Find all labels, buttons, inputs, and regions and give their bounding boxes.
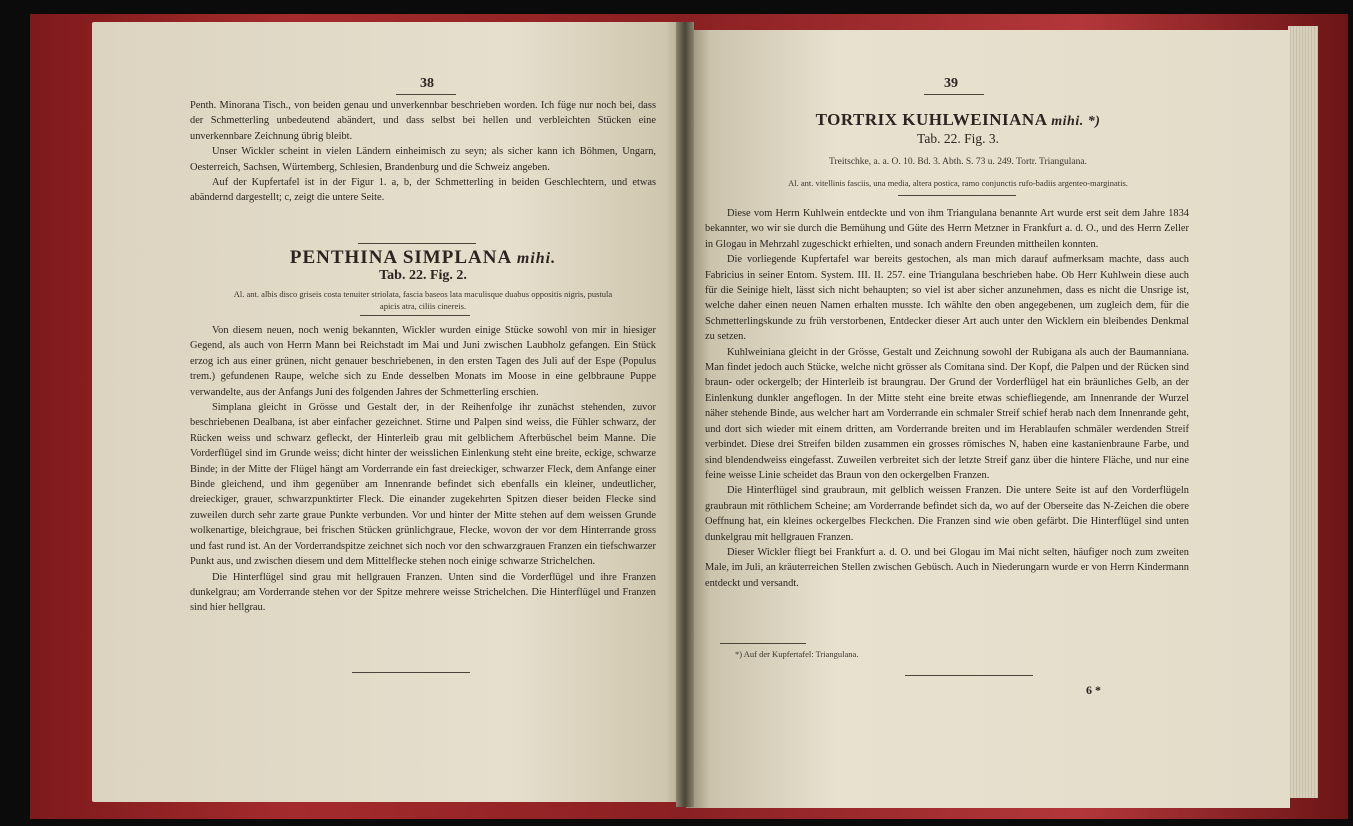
left-intro-paragraph: Penth. Minorana Tisch., von beiden genau und unverkennbar beschrieben worden. Ich füge nur noch bei, dass der Schmetterling unbedeutend abändert, und dass selbst bei hellen und verbleichten Stücken eine unverkennbare Zeichnung übrig bleibt.: [190, 100, 656, 142]
right-reference-line: Treitschke, a. a. O. 10. Bd. 3. Abth. S. 73 u. 249. Tortr. Triangulana.: [829, 157, 1087, 167]
right-body-paragraph: Dieser Wickler fliegt bei Frankfurt a. d. O. und bei Glogau im Mai nicht selten, häufiger noch zum zweiten Male, im Juli, an kräuterreichen Stellen zwischen Gebüsch. Auch in Niederungarn wurde er von Herrn Kindermann entdeckt und versandt.: [705, 546, 1189, 589]
left-intro-paragraph: Unser Wickler scheint in vielen Ländern einheimisch zu seyn; als sicher kann ich Böhmen, Ungarn, Oesterreich, Sachsen, Würtemberg, Schlesien, Brandenburg und die Schweiz angeben.: [190, 146, 656, 173]
right-diagnosis: Al. ant. vitellinis fasciis, una media, altera postica, ramo conjunctis rufo-badiis argenteo-marginatis.: [788, 178, 1128, 188]
signature-mark: 6 *: [1086, 683, 1101, 697]
right-species-title: [716, 110, 1200, 130]
footnote-rule: [720, 643, 806, 644]
right-diagnosis-rule: [898, 195, 1016, 196]
right-body-text: [705, 206, 1189, 591]
left-body-paragraph: Von diesem neuen, noch wenig bekannten, Wickler wurden einige Stücke sowohl von mir in hiesiger Gegend, als auch von Herrn Mann bei Reichstadt im Mai und Juni zwischen Laubholz gefangen. Ein Stück erzog ich aus einer grünen, nicht genauer beschriebenen, in den ersten Tagen des Juli auf der Espe (Populus trem.) gefundenen Raupe, welche sich zu Ende desselben Monats im Moose in eine gelbbraune Puppe verwandelte, aus der Anfangs Juni des folgenden Jahres der Schmetterling erschien.: [190, 325, 656, 398]
left-end-rule: [352, 672, 470, 673]
left-body-paragraph: Simplana gleicht in Grösse und Gestalt der, in der Reihenfolge ihr zunächst stehenden, zuvor beschriebenen Dealbana, ist aber einfacher gezeichnet. Stirne und Palpen sind weiss, die Fühler schwarz, der Rücken weiss und schwarz gefleckt, der Hinterleib grau mit gelblichem Afterbüschel beim Manne. Die Vorderflügel sind im Grunde weiss; dicht hinter der weisslichen Einlenkung steht eine breite, eckige, schwarze Binde; in der Mitte der Flügel hängt am Vorderrande ein fast dreieckiger, schwarzer Fleck, dem Anfange einer Binde gleichend, und ihm gegenüber am Innenrande befindet sich ebenfalls ein kleiner, undeutlicher, dreieckiger, grauer, schwarzpunktirter Fleck. Die einander zugekehrten Spitzen dieser beiden Flecke sind zuweilen durch sehr zarte graue Punkte verbunden. Vor und hinter der Mitte stehen auf dem weissen Grunde wolkenartige, bleichgraue, bei frischen Stücken grünlichgraue, Flecke, wovon der vor dem Hinterrande gross und fast rund ist. An der Vorderrandspitze zeichnet sich noch vor den schwarzgrauen Franzen ein tiefschwarzer Punkt aus, und zwischen diesem und dem Mittelflecke stehen noch einige schwarze Strichelchen.: [190, 402, 656, 568]
left-page-number: 38: [420, 76, 434, 91]
left-section-rule: [358, 243, 476, 244]
right-body-paragraph: Die vorliegende Kupfertafel war bereits gestochen, als man mich darauf aufmerksam machte, dass auch Fabricius in seiner Entom. System. III. II. 257. eine Triangulana beschrieben habe. Ob Herr Kuhlwein diese auch für die Seinige hielt, lässt sich nicht behaupten; so viel ist aber sicher anzunehmen, dass es nicht die Unsrige ist, welche daher einen neuen Namen erhalten musste. Ich wählte den oben angegebenen, um zugleich dem, für die Schmetterlingskunde zu früh verstorbenen, Entdecker dieser Art auch unter den Wicklern ein bleibendes Denkmal zu setzen.: [705, 254, 1189, 343]
left-title-author: mihi.: [516, 250, 557, 267]
page-edges: [1288, 26, 1318, 798]
left-body-paragraph: Die Hinterflügel sind grau mit hellgrauen Franzen. Unten sind die Vorderflügel und ihre Franzen dunkelgrau; am Vorderrande stehen vor der Spitze mehrere weisse Strichelchen. Die Hinterflügel und Franzen sind hier hellgrau.: [190, 571, 656, 614]
right-title-name: TORTRIX KUHLWEINIANA: [815, 110, 1047, 129]
right-title-author: mihi. *): [1051, 114, 1101, 129]
book-gutter: [676, 22, 694, 807]
right-body-paragraph: Die Hinterflügel sind graubraun, mit gelblich weissen Franzen. Die untere Seite ist auf den Vorderflügeln graubraun mit röthlichem Scheine; am Vorderrande befindet sich da, wo auf der Oberseite das N-Zeichen die obere Oeffnung hat, ein kleines ockergelbes Fleckchen. Die Franzen sind wie oben gefärbt. Die Hinterflügel sind unten dunkelgrau mit hellgrauen Franzen.: [705, 485, 1189, 543]
left-species-title: [190, 247, 656, 269]
right-body-paragraph: Kuhlweiniana gleicht in der Grösse, Gestalt und Zeichnung sowohl der Rubigana als auch der Baumanniana. Man findet jedoch auch Stücke, welche nicht grösser als Comitana sind. Der Kopf, die Palpen und der Rücken sind braun- oder ockergelb; der Hinterleib ist braungrau. Der Grund der Vorderflügel hat ein bräunliches Gelb, an der Einlenkung dunkler angeflogen. In der Mitte steht eine breite etwas schiefliegende, am Innenrande der Wurzel näher stehende Binde, aus welcher hart am Vorderrande ein schmaler Streif schief herab nach dem Innenrande geht, und dort sich wieder mit einem dritten, am Vorderrande breiten und im Herablaufen schmäler werdenden Streif verbindet. Diese drei Streifen bilden zusammen ein grosses römisches N, haben eine kastanienbraune Farbe, und sind blendendweiss eingefasst. Zuweilen verbreitet sich der letzte Streif ganz über die hintere Fläche, und nur eine feine weisse Linie scheidet das Braun von den ockergelben Franzen.: [705, 346, 1189, 481]
left-diagnosis-rule: [360, 315, 470, 316]
left-intro-paragraph: Auf der Kupfertafel ist in der Figur 1. a, b, der Schmetterling in beiden Geschlechtern, und etwas abändernd dargestellt; c, zeigt die untere Seite.: [190, 177, 656, 204]
footnote: *) Auf der Kupfertafel: Triangulana.: [735, 649, 859, 659]
left-body-text: [190, 323, 656, 616]
right-page-number: 39: [944, 76, 958, 91]
left-title-name: PENTHINA SIMPLANA: [289, 247, 512, 268]
right-body-paragraph: Diese vom Herrn Kuhlwein entdeckte und von ihm Triangulana benannte Art wurde erst seit dem Jahre 1834 bekannter, wo wir sie durch die Bemühung und Güte des Herrn Metzner in Frankfurt a. d. O., und des Herrn Zeller in Glogau in Mehrzahl zugeschickt erhielten, und sonach andern Freunden mittheilen konnten.: [705, 208, 1189, 250]
right-end-rule: [905, 675, 1033, 676]
left-number-rule: [396, 94, 456, 95]
right-plate-reference: Tab. 22. Fig. 3.: [917, 131, 999, 146]
left-intro-text: [190, 98, 656, 206]
right-number-rule: [924, 94, 984, 95]
left-diagnosis: Al. ant. albis disco griseis costa tenuiter striolata, fascia baseos lata maculisque duabus oppositis nigris, pustula apicis atra, ciliis cinereis.: [233, 289, 613, 311]
left-plate-reference: Tab. 22. Fig. 2.: [379, 268, 467, 283]
